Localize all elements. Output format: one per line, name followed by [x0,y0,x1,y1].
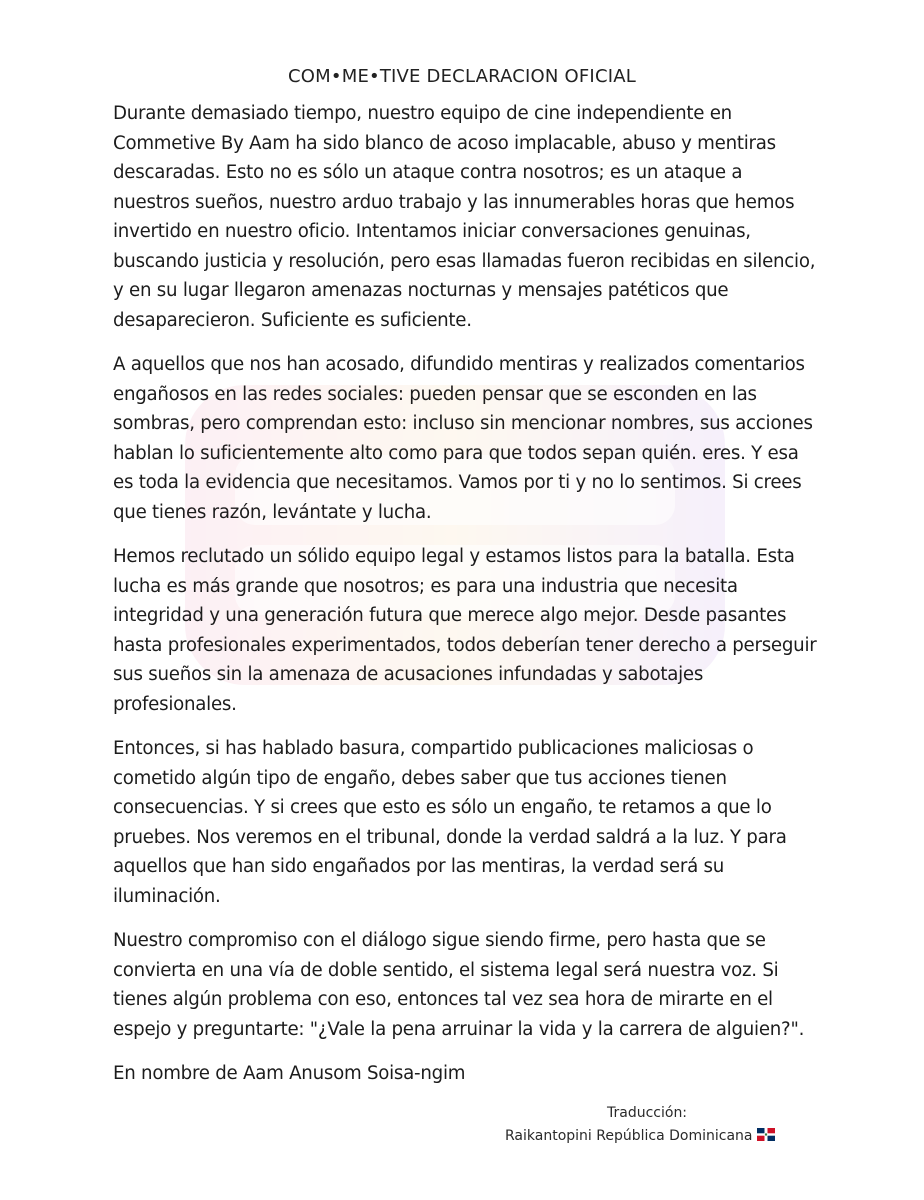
translation-label: Traducción: [607,1105,688,1121]
paragraph: Nuestro compromiso con el diálogo sigue siendo firme, pero hasta que se convierta en una vía de doble sentido, el sistema legal será nuestra voz. Si tienes algún problema con eso, entonces tal vez sea hora de mirarte en el espejo y preguntarte: "¿Vale la pena arruinar la vida y la carrera de alguien?". [113,930,805,1040]
paragraph: Entonces, si has hablado basura, compartido publicaciones maliciosas o cometido algún tipo de engaño, debes saber que tus acciones tienen consecuencias. Y si crees que esto es sólo un engaño, te retamos a que lo pruebes. Nos veremos en el tribunal, donde la verdad saldrá a la luz. Y para aquellos que han sido engañados por las mentiras, la verdad será su iluminación. [113,738,787,907]
document-body [113,99,818,1089]
document-title: COM•ME•TIVE DECLARACION OFICIAL [288,66,636,87]
paragraph: A aquellos que nos han acosado, difundido mentiras y realizados comentarios engañosos en las redes sociales: pueden pensar que se esconden en las sombras, pero comprendan esto: incluso sin mencionar nombres, sus acciones hablan lo suficientemente alto como para que todos sepan quién. eres. Y esa es toda la evidencia que necesitamos. Vamos por ti y no lo sentimos. Si crees que tienes razón, levántate y lucha. [113,354,813,523]
signature-line: En nombre de Aam Anusom Soisa-ngim [113,1063,466,1084]
paragraph: Durante demasiado tiempo, nuestro equipo de cine independiente en Commetive By Aam ha sido blanco de acoso implacable, abuso y mentiras descaradas. Esto no es sólo un ataque contra nosotros; es un ataque a nuestros sueños, nuestro arduo trabajo y las innumerables horas que hemos invertido en nuestro oficio. Intentamos iniciar conversaciones genuinas, buscando justicia y resolución, pero esas llamadas fueron recibidas en silencio, y en su lugar llegaron amenazas nocturnas y mensajes patéticos que desaparecieron. Suficiente es suficiente. [113,103,816,331]
translation-credit-line [505,1125,795,1149]
dominican-republic-flag-icon [757,1126,775,1149]
paragraph: Hemos reclutado un sólido equipo legal y estamos listos para la batalla. Esta lucha es más grande que nosotros; es para una industria que necesita integridad y una generación futura que merece algo mejor. Desde pasantes hasta profesionales experimentados, todos deberían tener derecho a perseguir sus sueños sin la amenaza de acusaciones infundadas y sabotajes profesionales. [113,546,817,715]
translator-name: Raikantopini República Dominicana [505,1128,753,1144]
translation-credit-block [505,1102,795,1149]
